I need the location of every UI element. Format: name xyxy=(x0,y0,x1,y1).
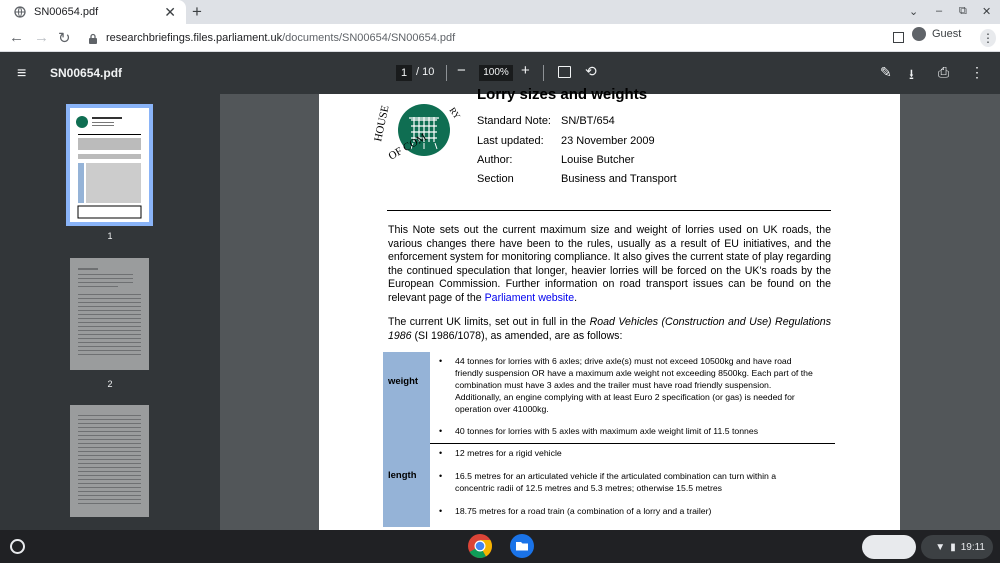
wifi-icon: ▼ xyxy=(935,541,946,553)
restore-button[interactable]: ⧉ xyxy=(959,5,967,17)
svg-text:OF COM: OF COM xyxy=(386,131,429,163)
chrome-icon[interactable] xyxy=(467,533,493,559)
browser-menu-button[interactable]: ⋮ xyxy=(982,31,994,45)
forward-button[interactable]: → xyxy=(34,29,49,46)
intro-text-end: (SI 1986/1078), as amended, are as follows: xyxy=(411,329,623,342)
svg-text:RY: RY xyxy=(447,105,463,121)
meta-key: Last updated: xyxy=(477,135,544,147)
meta-key: Section xyxy=(477,173,514,185)
url-text xyxy=(106,32,455,44)
house-of-commons-logo xyxy=(372,90,469,170)
divider xyxy=(543,65,544,81)
zoom-input[interactable]: 100% xyxy=(479,65,513,81)
regulation-title: Road Vehicles (Construction and Use) Regulations 1986 xyxy=(388,316,831,342)
lock-icon xyxy=(88,33,98,44)
thumbnail-page-3[interactable] xyxy=(70,405,149,517)
meta-value: Louise Butcher xyxy=(561,154,635,166)
limits-intro-paragraph xyxy=(388,316,831,343)
url-host: researchbriefings.files.parliament.uk xyxy=(106,32,283,44)
zoom-out-button[interactable]: − xyxy=(457,62,466,79)
divider xyxy=(446,65,447,81)
thumbnail-label: 2 xyxy=(107,379,113,389)
weight-item: • 40 tonnes for lorries with 5 axles with maximum axle weight limit of 11.5 tonnes xyxy=(430,425,816,437)
page-count: / 10 xyxy=(416,66,435,78)
thumbnail-page-2[interactable] xyxy=(70,258,149,370)
summary-end: . xyxy=(574,291,578,304)
files-app-icon[interactable] xyxy=(509,533,535,559)
document-title: Lorry sizes and weights xyxy=(477,86,648,103)
meta-key: Standard Note: xyxy=(477,115,551,127)
globe-icon xyxy=(14,6,26,18)
profile-label: Guest xyxy=(932,28,962,40)
divider xyxy=(387,210,831,211)
summary-paragraph xyxy=(388,224,831,306)
tab-search-icon[interactable]: ⌄ xyxy=(909,6,919,18)
thumbnail-page-1[interactable] xyxy=(70,108,149,222)
zoom-in-button[interactable]: + xyxy=(521,62,530,79)
close-window-button[interactable]: ✕ xyxy=(982,6,992,18)
launcher-button[interactable] xyxy=(10,539,25,554)
clock: 19:11 xyxy=(960,541,985,553)
length-item: • 12 metres for a rigid vehicle xyxy=(430,447,816,459)
fit-page-button[interactable] xyxy=(558,66,571,78)
meta-key: Author: xyxy=(477,154,513,166)
weight-label: weight xyxy=(388,376,419,387)
tab-close-icon[interactable]: ✕ xyxy=(164,4,176,20)
tab-title: SN00654.pdf xyxy=(34,6,99,18)
download-button[interactable]: ⭳ xyxy=(909,66,914,82)
reload-button[interactable]: ↻ xyxy=(58,30,71,47)
intro-text: The current UK limits, set out in full in the xyxy=(388,316,590,328)
parliament-website-link[interactable]: Parliament website xyxy=(484,291,575,304)
rotate-button[interactable]: ⟲ xyxy=(585,63,597,79)
browser-tab[interactable] xyxy=(0,0,186,24)
thumbnail-preview xyxy=(70,108,149,222)
more-actions-button[interactable]: ⋮ xyxy=(970,64,984,80)
print-button[interactable]: ⎙ xyxy=(938,64,950,80)
url-path: /documents/SN00654/SN00654.pdf xyxy=(282,32,456,44)
status-area[interactable] xyxy=(921,535,993,559)
meta-value: Business and Transport xyxy=(561,173,677,185)
side-panel-icon[interactable] xyxy=(893,32,904,43)
length-item: • 16.5 metres for an articulated vehicle if the articulated combination can turn within a concentric radii of 12.5 metres and 5.3 metres; otherwise 15.5 metres xyxy=(430,470,816,494)
thumbnail-preview xyxy=(70,258,149,370)
holding-space-tray[interactable] xyxy=(862,535,916,559)
document-name: SN00654.pdf xyxy=(50,66,123,80)
browser-toolbar xyxy=(0,24,1000,52)
tab-strip xyxy=(0,0,1000,24)
os-shelf xyxy=(0,530,1000,563)
meta-value: 23 November 2009 xyxy=(561,135,655,147)
length-label: length xyxy=(388,470,417,481)
svg-text:HOUSE: HOUSE xyxy=(372,104,392,143)
thumbnail-label: 1 xyxy=(107,231,113,241)
annotate-button[interactable]: ✎ xyxy=(880,64,892,80)
thumbnail-preview xyxy=(70,405,149,517)
page-number-input[interactable]: 1 xyxy=(396,65,412,81)
length-item: • 18.75 metres for a road train (a combination of a lorry and a trailer) xyxy=(430,505,816,517)
row-divider xyxy=(430,443,835,444)
battery-icon: ▮ xyxy=(950,541,956,553)
meta-value: SN/BT/654 xyxy=(561,115,615,127)
new-tab-button[interactable]: + xyxy=(192,2,202,21)
back-button[interactable]: ← xyxy=(9,29,24,46)
sidebar-toggle-button[interactable]: ≡ xyxy=(17,65,27,82)
avatar xyxy=(912,27,926,41)
pdf-page xyxy=(319,86,900,530)
address-bar[interactable] xyxy=(80,27,880,49)
minimize-button[interactable]: – xyxy=(936,5,943,17)
profile-button[interactable] xyxy=(912,27,961,41)
thumbnail-sidebar xyxy=(0,94,220,530)
summary-text: This Note sets out the current maximum size and weight of lorries used on UK roads, the various changes there have been to the rules, usually as a result of EU initiatives, and the enforcement system for monitoring compliance. It also gives the current state of play regarding the continued speculation that longer, heavier lorries will be forced on the UK's roads by the European Commission. Further information on road transport issues can be found on the relevant page of the xyxy=(388,224,831,304)
weight-item: • 44 tonnes for lorries with 6 axles; drive axle(s) must not exceed 10500kg and have road friendly suspension OR have a maximum axle weight not exceeding 8500kg. Each part of the combination must have 3 axles and the trailer must have road friendly suspension. Additionally, an engine complying with at least Euro 2 specification (or gas) is needed for operation over 41000kg. xyxy=(430,355,816,415)
